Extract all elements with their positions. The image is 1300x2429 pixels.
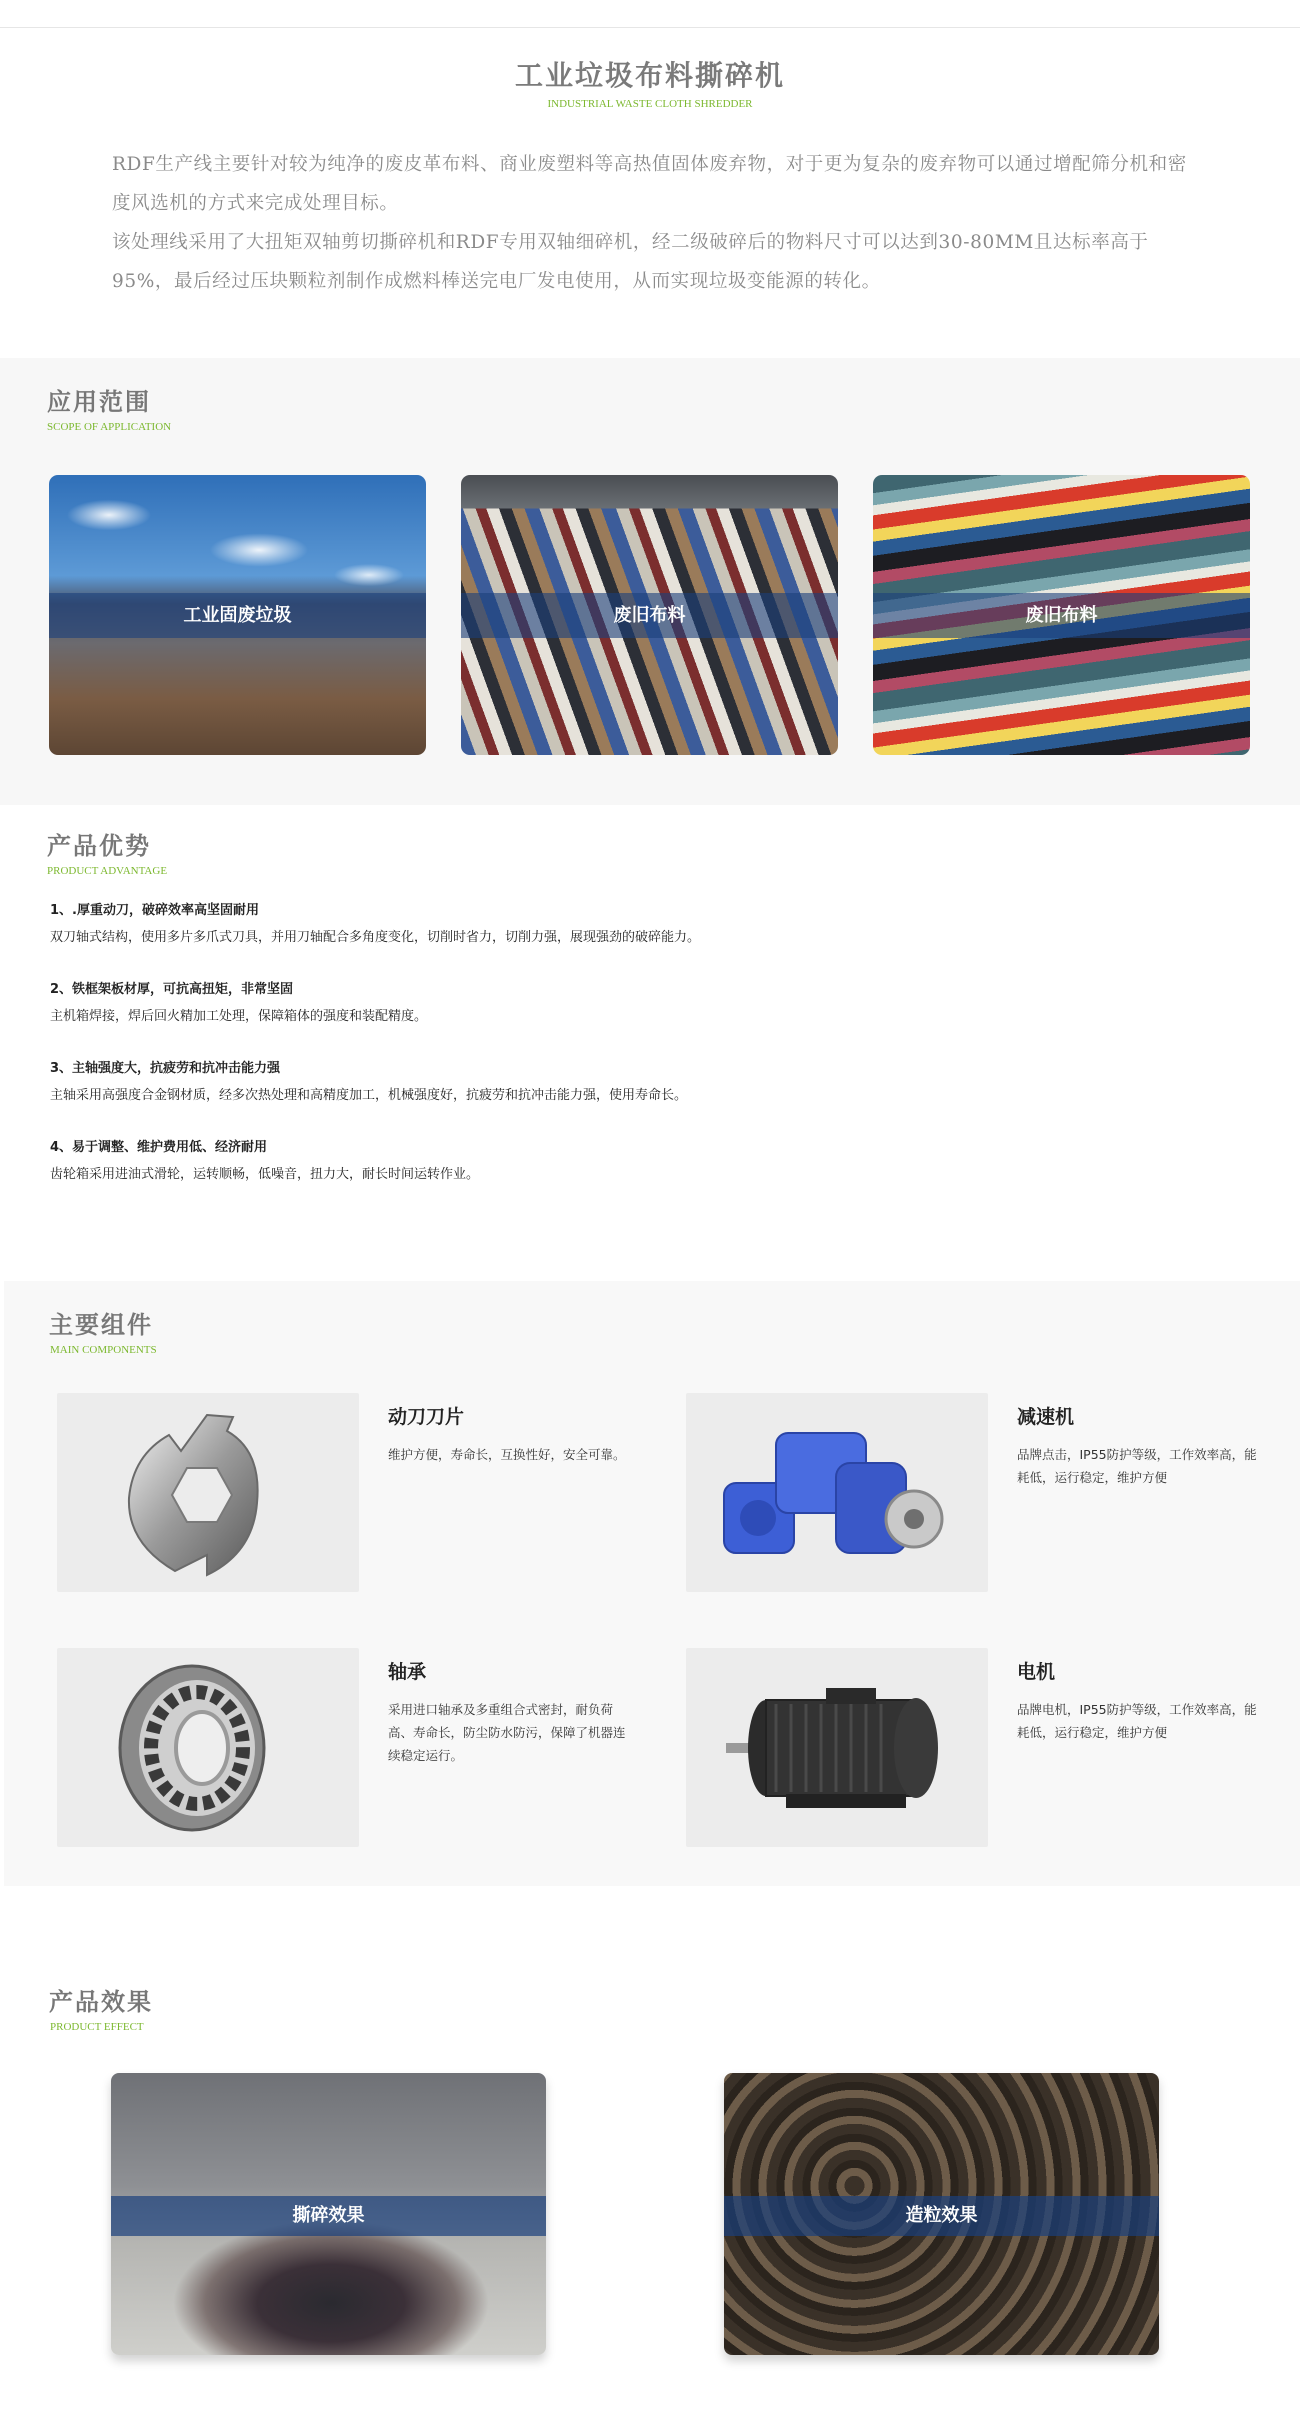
advantage-item-title: 3、主轴强度大，抗疲劳和抗冲击能力强 (50, 1061, 281, 1076)
effect-card-pelletizing[interactable] (724, 2073, 1159, 2355)
component-title: 轴承 (388, 1661, 427, 1683)
intro-paragraph-2: 该处理线采用了大扭矩双轴剪切撕碎机和RDF专用双轴细碎机，经二级破碎后的物料尺寸可以达到30-80MM且达标率高于95%，最后经过压块颗粒剂制作成燃料棒送完电厂发电使用，从而实现垃圾变能源的转化。 (112, 232, 1149, 292)
application-title: 应用范围 (47, 387, 151, 416)
application-card-waste-cloth-2[interactable] (873, 475, 1250, 755)
advantage-item-title: 2、铁框架板材厚，可抗高扭矩，非常坚固 (50, 982, 294, 997)
component-image-blade (57, 1393, 359, 1592)
advantage-item-desc: 主轴采用高强度合金钢材质，经多次热处理和高精度加工，机械强度好，抗疲劳和抗冲击能力强，使用寿命长。 (50, 1087, 688, 1103)
component-desc: 采用进口轴承及多重组合式密封，耐负荷高、寿命长，防尘防水防污，保障了机器连续稳定运行。 (388, 1702, 626, 1763)
page-title: 工业垃圾布料撕碎机 (514, 59, 785, 92)
intro-paragraph-1: RDF生产线主要针对较为纯净的废皮革布料、商业废塑料等高热值固体废弃物，对于更为复杂的废弃物可以通过增配筛分机和密度风选机的方式来完成处理目标。 (112, 154, 1187, 214)
component-desc: 品牌点击，IP55防护等级，工作效率高，能耗低，运行稳定，维护方便 (1017, 1447, 1257, 1485)
advantage-item-desc: 主机箱焊接，焊后回火精加工处理，保障箱体的强度和装配精度。 (50, 1008, 428, 1024)
component-title: 减速机 (1017, 1406, 1075, 1428)
application-card-waste-cloth-1[interactable] (461, 475, 838, 755)
component-desc: 品牌电机，IP55防护等级，工作效率高，能耗低，运行稳定，维护方便 (1017, 1702, 1257, 1740)
application-card-label: 废旧布料 (613, 605, 686, 626)
list-item (50, 898, 1250, 951)
advantage-item-desc: 齿轮箱采用进油式滑轮，运转顺畅，低噪音，扭力大，耐长时间运转作业。 (50, 1166, 480, 1182)
page-subtitle: INDUSTRIAL WASTE CLOTH SHREDDER (547, 98, 753, 110)
components-subtitle: MAIN COMPONENTS (50, 1344, 157, 1356)
effect-card-label: 撕碎效果 (292, 2205, 365, 2226)
component-title: 电机 (1017, 1661, 1056, 1683)
components-title: 主要组件 (49, 1310, 153, 1339)
application-card-industrial-waste[interactable] (49, 475, 426, 755)
effect-subtitle: PRODUCT EFFECT (50, 2021, 144, 2033)
advantage-subtitle: PRODUCT ADVANTAGE (47, 865, 168, 877)
component-image-bearing (57, 1648, 359, 1847)
component-image-motor (686, 1648, 988, 1847)
bearing-icon (57, 1648, 359, 1847)
effect-card-shredding[interactable] (111, 2073, 546, 2355)
effect-card-label: 造粒效果 (905, 2205, 978, 2226)
effect-title: 产品效果 (49, 1987, 153, 2016)
top-divider (0, 27, 1300, 28)
component-image-reducer (686, 1393, 988, 1592)
blade-icon (57, 1393, 359, 1592)
advantage-item-desc: 双刀轴式结构，使用多片多爪式刀具，并用刀轴配合多角度变化，切削时省力，切削力强，展现强劲的破碎能力。 (50, 929, 701, 945)
application-card-label: 工业固废垃圾 (183, 605, 292, 626)
advantage-list (50, 898, 1250, 1214)
list-item (50, 1056, 1250, 1109)
intro-text (112, 145, 1192, 301)
advantage-title: 产品优势 (47, 831, 151, 860)
application-card-label: 废旧布料 (1025, 605, 1098, 626)
gear-reducer-icon (686, 1393, 988, 1592)
advantage-item-title: 4、易于调整、维护费用低、经济耐用 (50, 1140, 268, 1155)
component-desc: 维护方便，寿命长，互换性好，安全可靠。 (388, 1447, 626, 1462)
application-subtitle: SCOPE OF APPLICATION (47, 421, 172, 433)
motor-icon (686, 1648, 988, 1847)
advantage-item-title: 1、.厚重动刀，破碎效率高坚固耐用 (50, 903, 259, 918)
list-item (50, 977, 1250, 1030)
component-title: 动刀刀片 (388, 1406, 465, 1428)
list-item (50, 1135, 1250, 1188)
